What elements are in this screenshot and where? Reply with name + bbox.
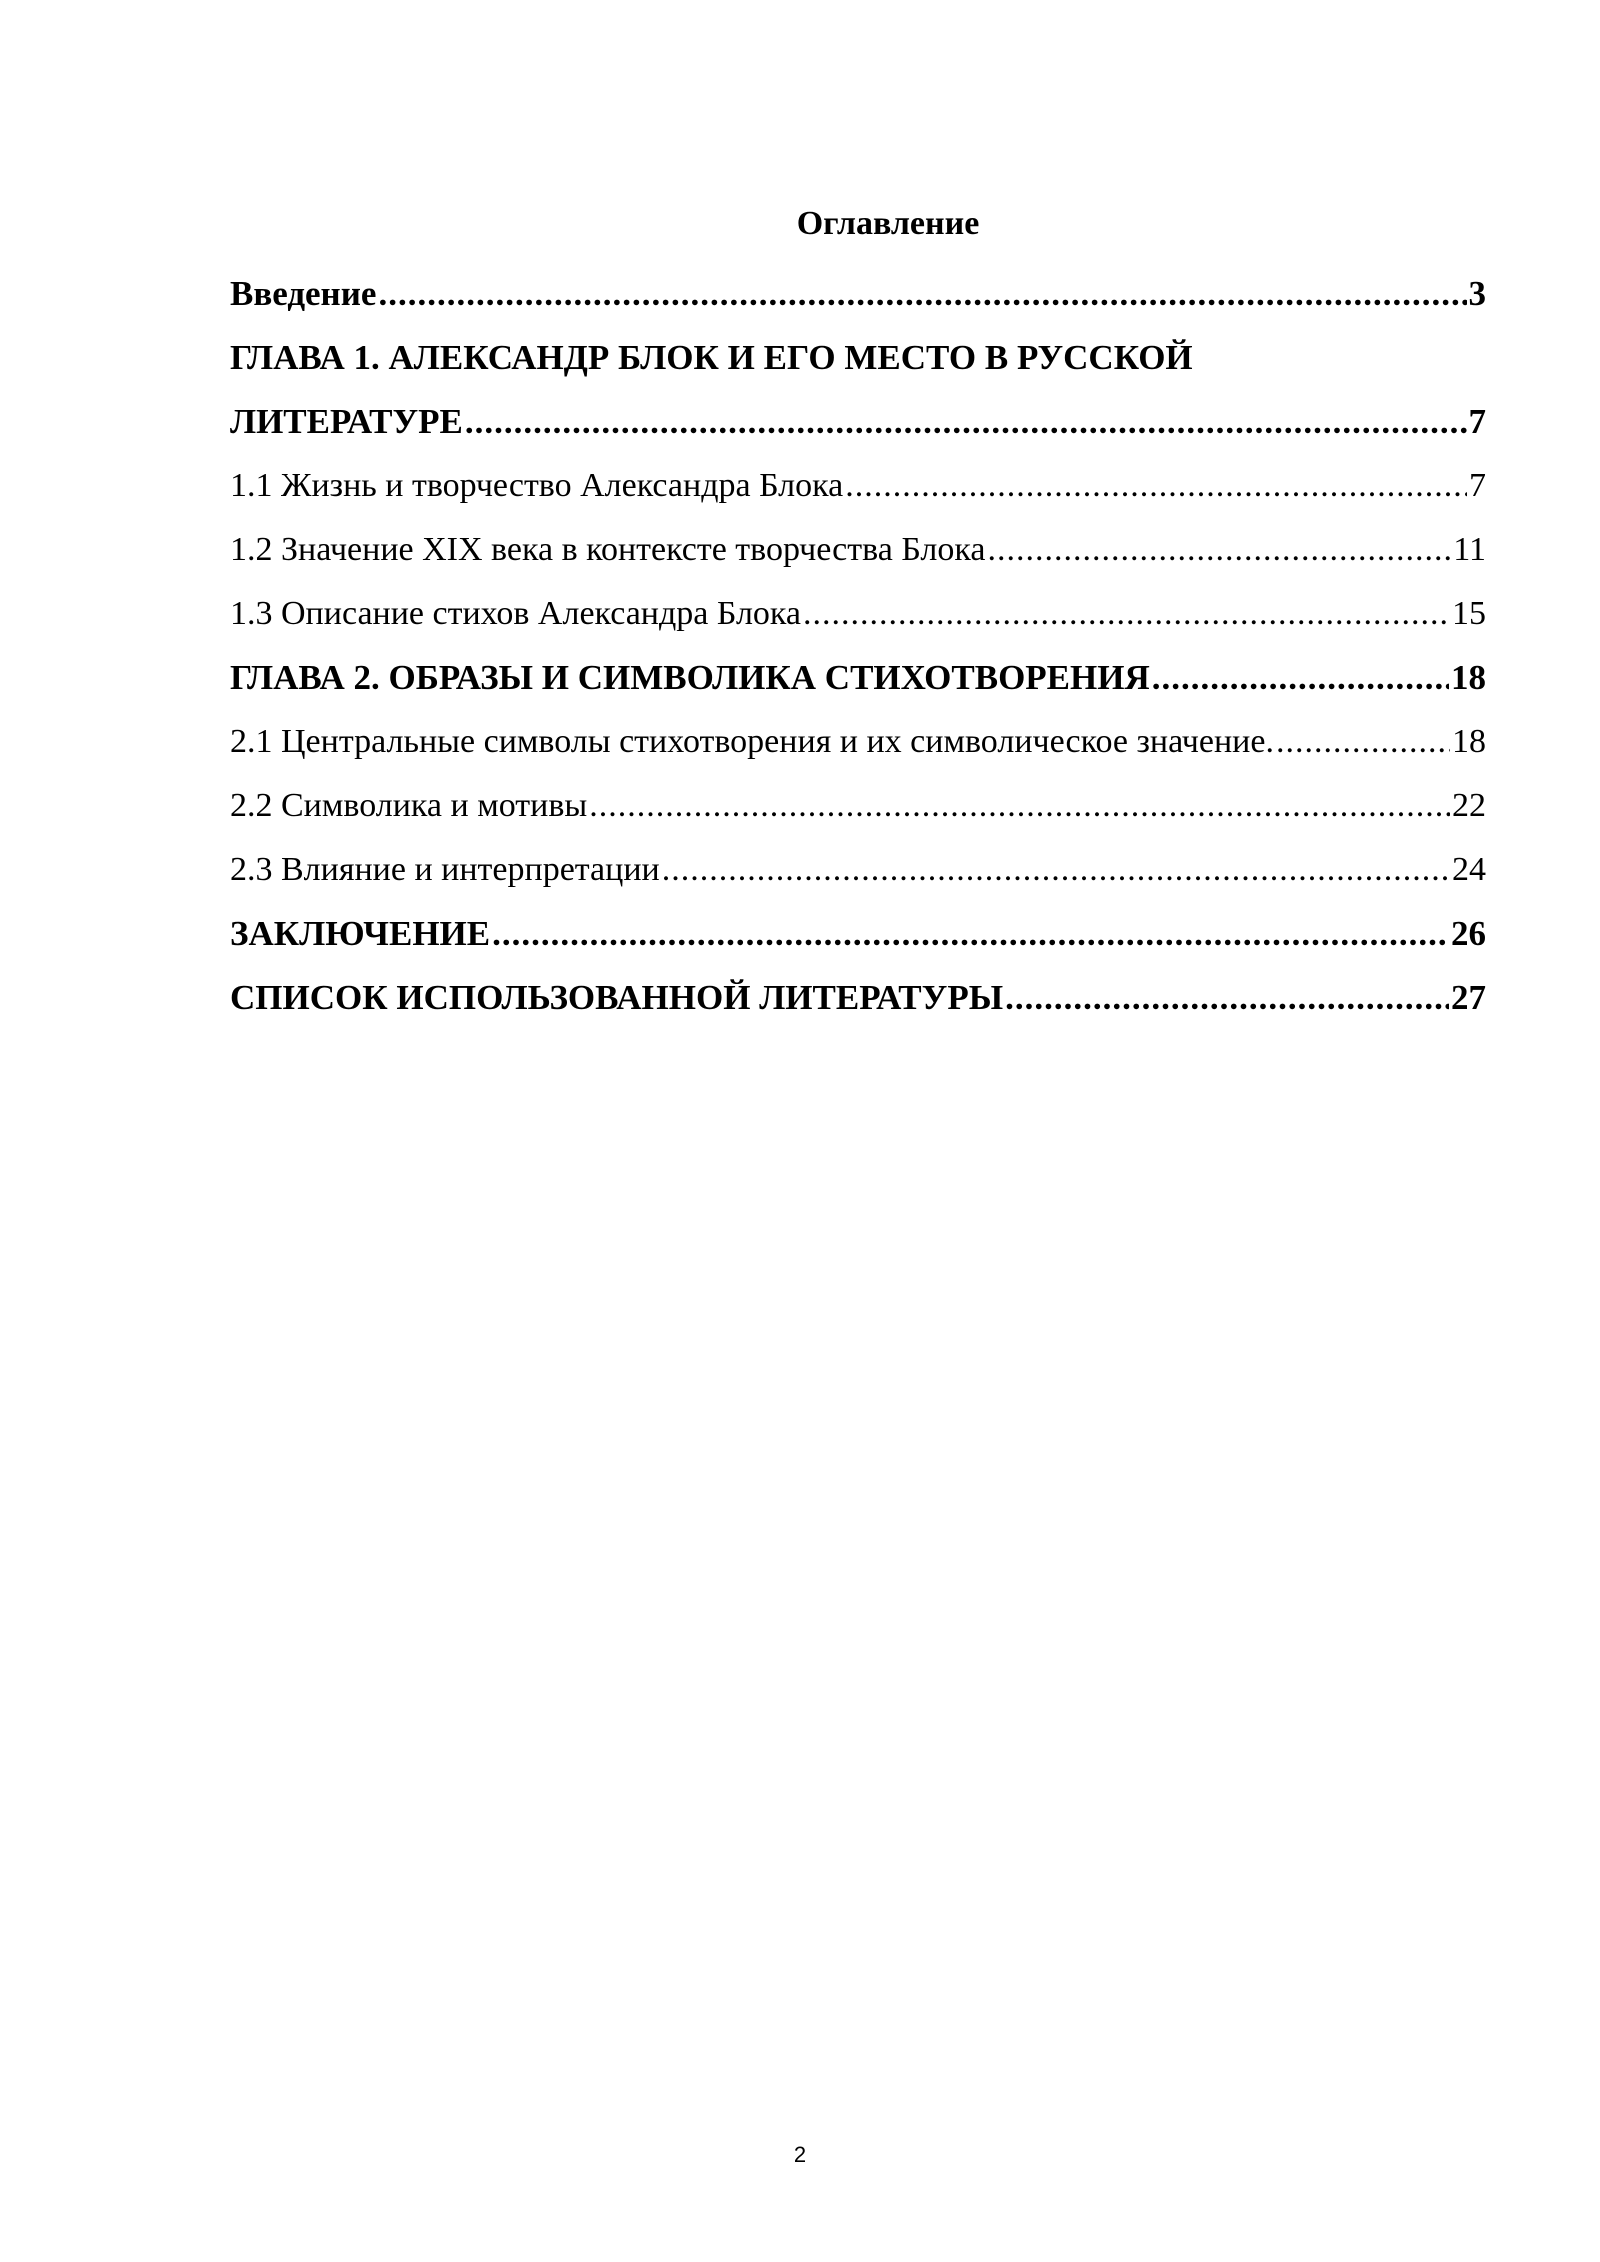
toc-entry-section-2-3[interactable] [230, 838, 1486, 902]
toc-dot-leader [1152, 646, 1449, 710]
toc-entry-page: 7 [1468, 402, 1486, 441]
toc-entry-page: 18 [1451, 658, 1486, 697]
toc-entry-introduction[interactable] [230, 262, 1486, 326]
toc-dot-leader [589, 774, 1450, 838]
toc-entry-chapter-1[interactable] [230, 390, 1486, 454]
toc-entry-section-1-3[interactable] [230, 582, 1486, 646]
table-of-contents [230, 200, 1486, 1030]
toc-dot-leader [803, 582, 1450, 646]
toc-entry-page: 26 [1451, 914, 1486, 953]
toc-entry-chapter-2[interactable] [230, 646, 1486, 710]
toc-entry-text: Введение [230, 274, 377, 313]
toc-dot-leader [378, 262, 1466, 326]
toc-title: Оглавление [796, 205, 980, 242]
toc-entry-text: ЗАКЛЮЧЕНИЕ [230, 914, 491, 953]
toc-entry-text: 2.3 Влияние и интерпретации [230, 851, 660, 888]
toc-entry-section-1-2[interactable] [230, 518, 1486, 582]
toc-entry-text: 2.1 Центральные символы стихотворения и их символическое значение. [230, 723, 1274, 760]
toc-dot-leader [662, 838, 1450, 902]
toc-entry-page: 24 [1452, 851, 1486, 888]
toc-entry-text: ГЛАВА 1. АЛЕКСАНДР БЛОК И ЕГО МЕСТО В РУССКОЙ [230, 338, 1193, 377]
toc-entry-page: 15 [1452, 595, 1486, 632]
toc-entry-conclusion[interactable] [230, 902, 1486, 966]
toc-entry-text: 2.2 Символика и мотивы [230, 787, 588, 824]
toc-dot-leader [1276, 710, 1450, 774]
page-number: 2 [793, 2142, 807, 2167]
toc-dot-leader [1005, 966, 1449, 1030]
toc-entry-page: 18 [1452, 723, 1486, 760]
toc-entry-page: 22 [1452, 787, 1486, 824]
toc-dot-leader [987, 518, 1451, 582]
toc-entry-section-1-1[interactable] [230, 454, 1486, 518]
toc-entry-page: 27 [1451, 978, 1486, 1017]
toc-dot-leader [492, 902, 1449, 966]
toc-entry-text: 1.2 Значение XIX века в контексте творчества Блока [230, 531, 986, 568]
toc-entry-page: 7 [1469, 467, 1486, 504]
toc-entry-text: ГЛАВА 2. ОБРАЗЫ И СИМВОЛИКА СТИХОТВОРЕНИЯ [230, 658, 1150, 697]
toc-entry-page: 11 [1453, 531, 1486, 568]
toc-entry-section-2-2[interactable] [230, 774, 1486, 838]
toc-dot-leader [845, 454, 1467, 518]
toc-entry-chapter-1-line-1[interactable] [230, 326, 1486, 390]
toc-entry-text: СПИСОК ИСПОЛЬЗОВАННОЙ ЛИТЕРАТУРЫ [230, 978, 1004, 1017]
toc-entry-text: ЛИТЕРАТУРЕ [230, 402, 463, 441]
toc-entry-text: 1.3 Описание стихов Александра Блока [230, 595, 802, 632]
toc-dot-leader [465, 390, 1467, 454]
toc-entry-section-2-1[interactable] [230, 710, 1486, 774]
toc-entry-bibliography[interactable] [230, 966, 1486, 1030]
toc-entry-page: 3 [1468, 274, 1486, 313]
toc-entry-text: 1.1 Жизнь и творчество Александра Блока [230, 467, 844, 504]
